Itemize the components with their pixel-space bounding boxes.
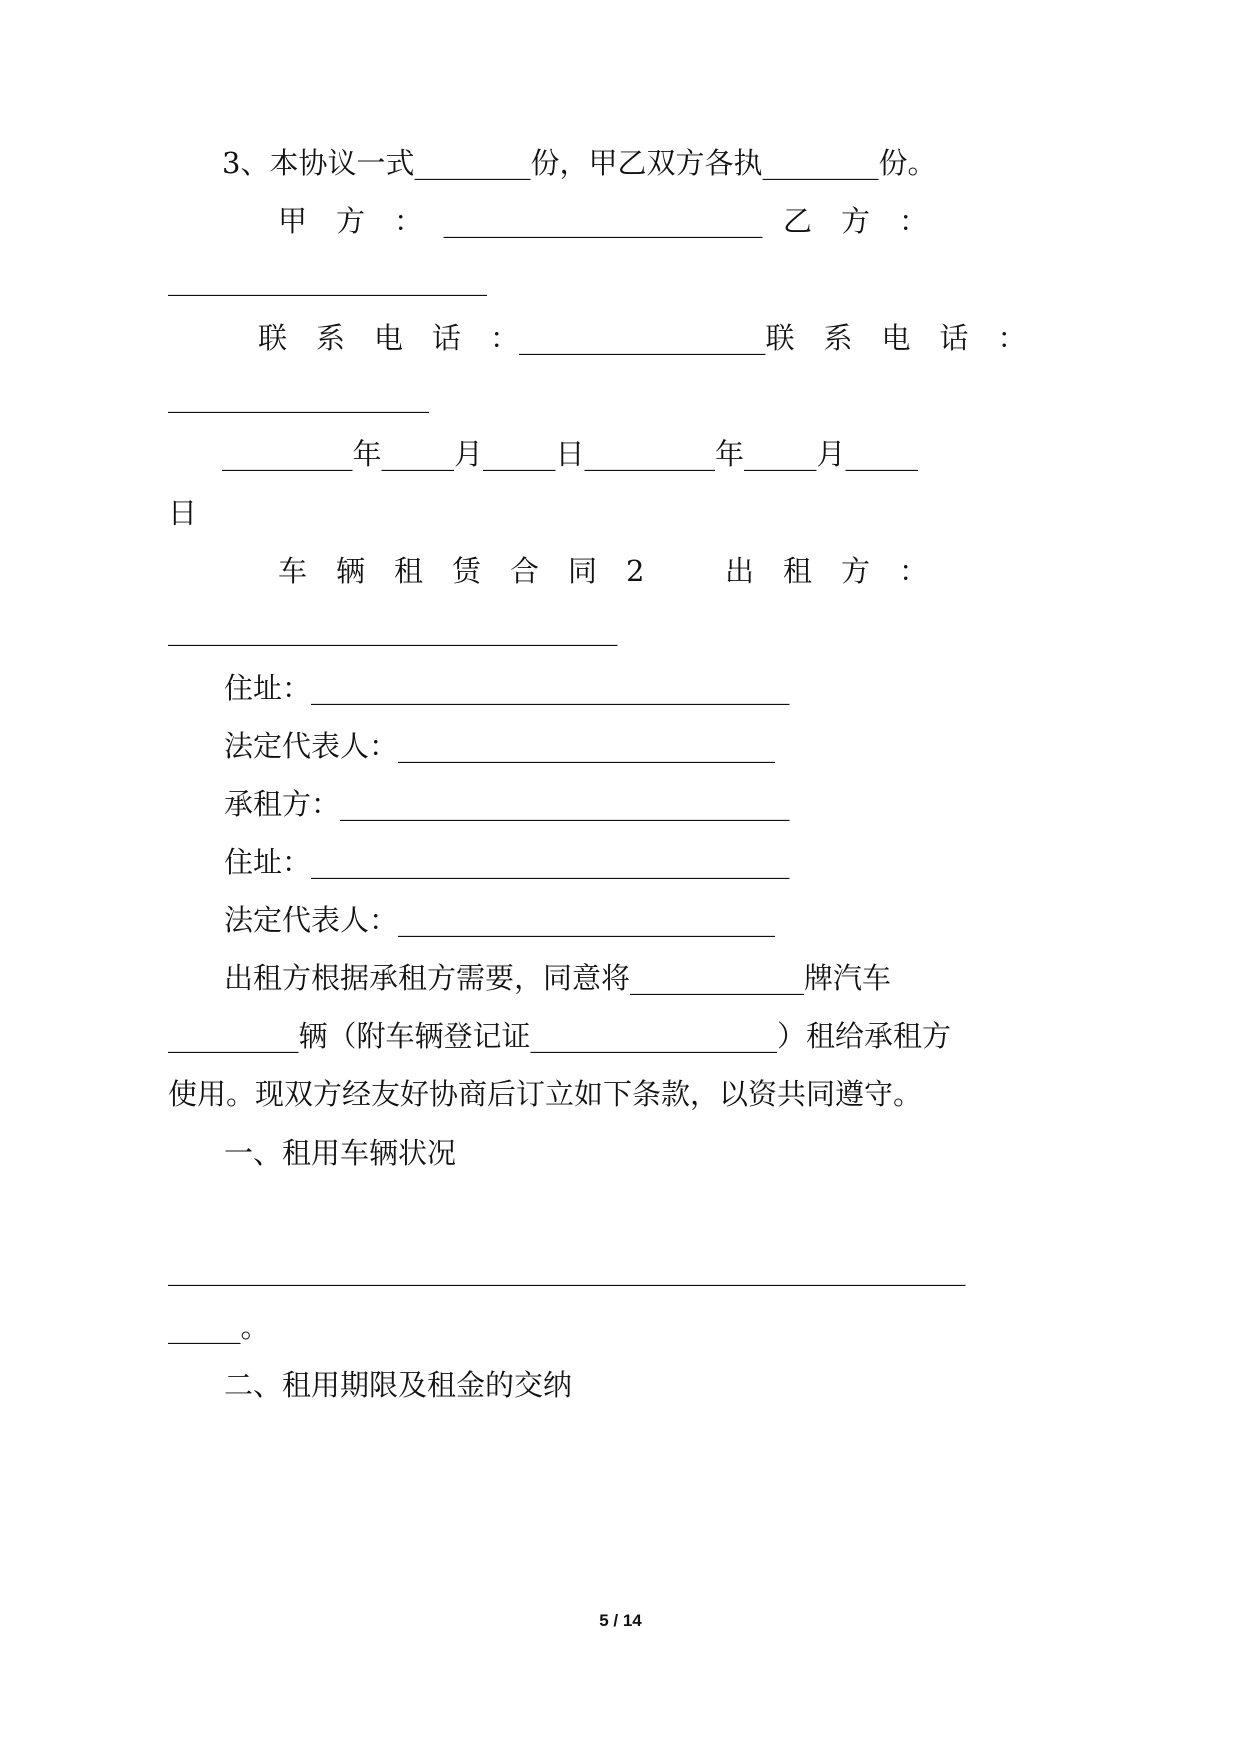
paragraph-line-2: _________辆（附车辆登记证_________________）租给承租方	[168, 1019, 952, 1053]
paragraph-line-3: 使用。现双方经友好协商后订立如下条款，以资共同遵守。	[168, 1077, 923, 1111]
long-blank: _______________________________________________________	[168, 1252, 966, 1286]
party-row	[278, 201, 928, 241]
party-b-blank: ______________________	[168, 262, 487, 296]
blank-tail: _____。	[168, 1310, 270, 1344]
clause-3: 3、本协议一式________份，甲乙双方各执________份。	[222, 146, 937, 180]
contract-title: 车 辆 租 赁 合 同 2	[278, 554, 645, 588]
page-number: 5 / 14	[599, 1611, 642, 1630]
contract-title-row	[278, 551, 928, 591]
lessor-label: 出 租 方 ：	[724, 554, 928, 588]
section-1-heading: 一、租用车辆状况	[224, 1136, 457, 1170]
section-2-heading: 二、租用期限及租金的交纳	[224, 1368, 573, 1402]
party-a-label: 甲 方 ：	[278, 204, 424, 238]
phone-b-blank: __________________	[168, 379, 429, 413]
representative-2: 法定代表人：__________________________	[224, 903, 776, 937]
party-a-blank: ______________________	[443, 204, 763, 238]
address-2: 住址：_________________________________	[224, 845, 790, 879]
phone-b-label: 联 系 电 话 ：	[765, 321, 1027, 355]
phone-a-label: 联 系 电 话 ：	[258, 321, 520, 355]
party-b-label: 乙 方 ：	[782, 204, 928, 238]
representative-1: 法定代表人：__________________________	[224, 729, 776, 763]
lessor-blank: _______________________________	[168, 612, 618, 646]
paragraph-line-1: 出租方根据承租方需要，同意将____________牌汽车	[224, 961, 892, 995]
date-tail: 日	[168, 496, 198, 530]
date-line: _________年_____月_____日_________年_____月_____	[222, 437, 919, 471]
address-1: 住址：_________________________________	[224, 671, 790, 705]
phone-a-blank: _________________	[519, 321, 766, 355]
lessee: 承租方：_______________________________	[224, 787, 790, 821]
phone-row	[258, 318, 1027, 358]
